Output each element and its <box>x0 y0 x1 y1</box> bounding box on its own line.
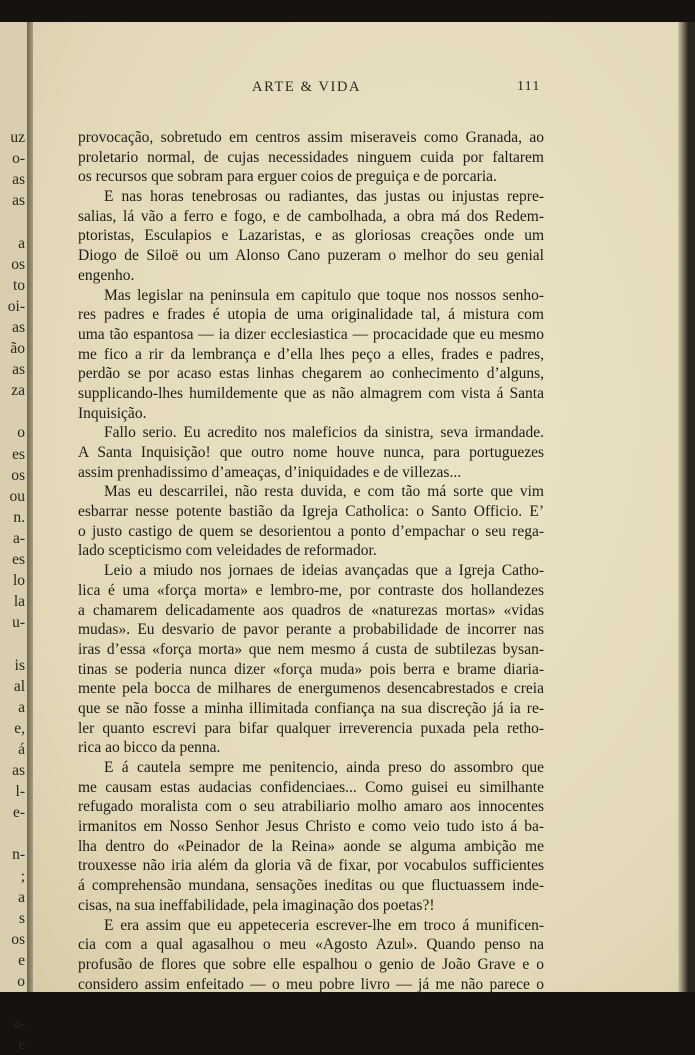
text-line: proletario normal, de cujas necessidades ninguem cuida por faltarem <box>78 148 544 166</box>
facing-page-fragment: as <box>12 762 25 779</box>
facing-page-fragment: ; <box>20 867 25 885</box>
facing-page-fragment: uz <box>10 129 25 146</box>
facing-page-fragment: as <box>12 318 25 336</box>
facing-page-fragment: l- <box>15 783 25 801</box>
facing-page-fragment: e <box>18 951 25 969</box>
facing-page-fragment: za <box>11 382 25 400</box>
text-line: assim prenhadissimo d’ameaças, d’iniquidades e de villezas... <box>78 463 462 481</box>
facing-page-fragment: to <box>12 276 25 294</box>
facing-page-fragment: o- <box>12 150 25 168</box>
facing-page-fragment: ou <box>9 487 25 505</box>
facing-page-edge <box>0 22 27 1054</box>
facing-page-fragment: e <box>18 1036 25 1054</box>
page-header <box>0 79 695 99</box>
text-line: lica é uma «força morta» e lembro-me, por contraste dos hollandezes <box>78 581 544 599</box>
text-line: mudas». Eu desvario de pavor perante a probabilidade de incorrer nas <box>78 621 544 639</box>
facing-page-fragment: la <box>13 593 25 611</box>
text-line: os recursos que sobram para erguer coios de preguiça e de porcaria. <box>78 168 497 186</box>
text-line: profusão de flores que sobre elle espalhou o genio de João Grave e o <box>78 955 544 973</box>
text-line: Mas eu descarrilei, não resta duvida, e com tão má sorte que vim <box>104 483 544 501</box>
text-line: que se não fosse a minha illimitada confiança na sua discreção já ia re- <box>78 699 544 717</box>
text-line: lado scepticismo com veleidades de reformador. <box>78 542 377 560</box>
text-line: provocação, sobretudo em centros assim miseraveis como Granada, ao <box>78 129 544 146</box>
facing-page-fragment: a <box>18 234 25 252</box>
facing-page-fragment: as <box>12 192 25 210</box>
facing-page-fragment: n- <box>12 846 25 864</box>
text-line: a chamarem delicadamente aos quadros de «naturezas mortas» «vidas <box>78 601 544 619</box>
facing-page-fragment: es <box>12 551 25 568</box>
text-line: cia com a qual agasalhou o meu «Agosto Azul». Quando penso na <box>78 936 544 954</box>
facing-page-fragment: o <box>17 424 25 442</box>
page-number: 111 <box>517 79 541 94</box>
facing-page-fragment: as <box>12 361 25 379</box>
text-line: me fico a rir da lembrança e d’ella lhes peço a elles, frades e padres, <box>78 345 544 363</box>
text-line: irmanitos em Nosso Senhor Jesus Christo e como veio tudo isto á ba- <box>78 818 544 836</box>
facing-page-fragment: is <box>14 656 25 674</box>
facing-page-fragment: es <box>12 445 25 463</box>
text-line: iras d’essa «força morta» que nem mesmo á custa de subtilezas bysan- <box>78 640 544 658</box>
facing-page-fragment: a- <box>12 1015 25 1033</box>
text-line: supplicando-lhes humildemente que as não almagrem com vista á Santa <box>78 384 544 402</box>
text-line: tinas se poderia nunca dizer «força muda» pois berra e brame diaria- <box>78 660 544 678</box>
facing-page-fragment: u- <box>12 614 25 632</box>
text-line: o justo castigo de quem se desorientou a ponto d’empachar o seu rega- <box>78 522 544 540</box>
facing-page-fragment: á <box>18 740 25 758</box>
facing-page-fragment: lo <box>12 572 25 590</box>
text-line: rica ao bicco da penna. <box>78 739 221 757</box>
page-edge-shadow <box>678 22 695 992</box>
facing-page-fragment: al <box>13 677 25 695</box>
text-line: á comprehensão mundana, sensações ineditas ou que fluctuassem inde- <box>78 877 544 895</box>
text-line: E á cautela sempre me penitencio, ainda preso do assombro que <box>104 759 544 776</box>
facing-page-fragment: os <box>11 255 25 273</box>
facing-page-fragment: e, <box>14 719 25 737</box>
facing-page-fragment: o <box>17 973 25 990</box>
facing-page-fragment: os <box>11 466 25 484</box>
text-line: ptoristas, Esculapios e Lazaristas, e as gloriosas creações onde um <box>78 227 544 245</box>
text-line: engenho. <box>78 266 135 284</box>
text-line: Inquisição. <box>78 404 147 422</box>
text-line: res padres e frades é utopia de uma originalidade tal, á mistura com <box>78 306 544 324</box>
text-line: E era assim que eu appeteceria escrever-lhe em troco á munificen- <box>104 916 544 934</box>
facing-page-fragment: os <box>11 930 25 948</box>
running-head: ARTE & VIDA <box>252 79 362 95</box>
text-line: Diogo de Siloë ou um Alonso Cano puzeram o melhor do seu genial <box>78 247 544 265</box>
facing-page-fragment: n. <box>13 508 25 526</box>
text-line: Leio a miudo nos jornaes de ideias avançadas que a Igreja Catho- <box>104 562 544 580</box>
text-line: me causam estas audacias confidenciaes... Como guisei eu similhante <box>78 778 544 796</box>
text-line: Mas legislar na peninsula em capitulo que toque nos nossos senho- <box>104 286 544 304</box>
facing-page-fragment: e- <box>12 804 25 822</box>
facing-page-fragment: a <box>18 698 25 716</box>
facing-page-fragment: s <box>18 909 25 927</box>
facing-page-fragment: oi- <box>7 297 25 315</box>
text-line: mente pela bocca de milhares de energumenos desencabrestados e creia <box>78 680 544 698</box>
text-line: Fallo serio. Eu acredito nos maleficios da sinistra, seva irmandade. <box>104 424 544 442</box>
facing-page-fragment: a- <box>12 529 25 547</box>
text-line: lha dentro do «Peinador de la Reina» aonde se alguma ambição me <box>78 837 544 855</box>
text-line: E nas horas tenebrosas ou radiantes, das justas ou injustas repre- <box>104 188 544 206</box>
text-line: ler quanto escrevi para bifar qualquer irreverencia puxada pela retho- <box>78 719 544 737</box>
text-line: salias, lá vão a ferro e fogo, e de cambolhada, a obra má dos Redem- <box>78 207 544 225</box>
text-line: uma tão espantosa — ia dizer ecclesiastica — procacidade que eu mesmo <box>78 325 544 343</box>
body-text <box>78 128 544 994</box>
text-line: trouxesse não iria além da gloria vã de fixar, por vocabulos sufficientes <box>78 857 544 875</box>
facing-page-fragment: a <box>18 888 25 906</box>
facing-page-fragment: ão <box>10 340 25 357</box>
facing-page-fragment: as <box>12 171 25 189</box>
text-line: refugado moralista com o seu atrabiliario molho amaro aos innocentes <box>78 798 544 816</box>
text-line: esbarrar nesse potente bastião da Igreja Catholica: o Santo Officio. E’ <box>78 503 544 521</box>
text-line: A Santa Inquisição! que outro nome houve nunca, para portuguezes <box>78 444 544 461</box>
text-line: considero assim enfeitado — o meu pobre livro — já me não parece o <box>78 975 544 993</box>
text-line: cisas, na sua ineffabilidade, pela imaginação dos poetas?! <box>78 896 435 914</box>
text-line: perdão se por acaso estas linhas chegarem ao conhecimento d’alguns, <box>78 365 544 383</box>
